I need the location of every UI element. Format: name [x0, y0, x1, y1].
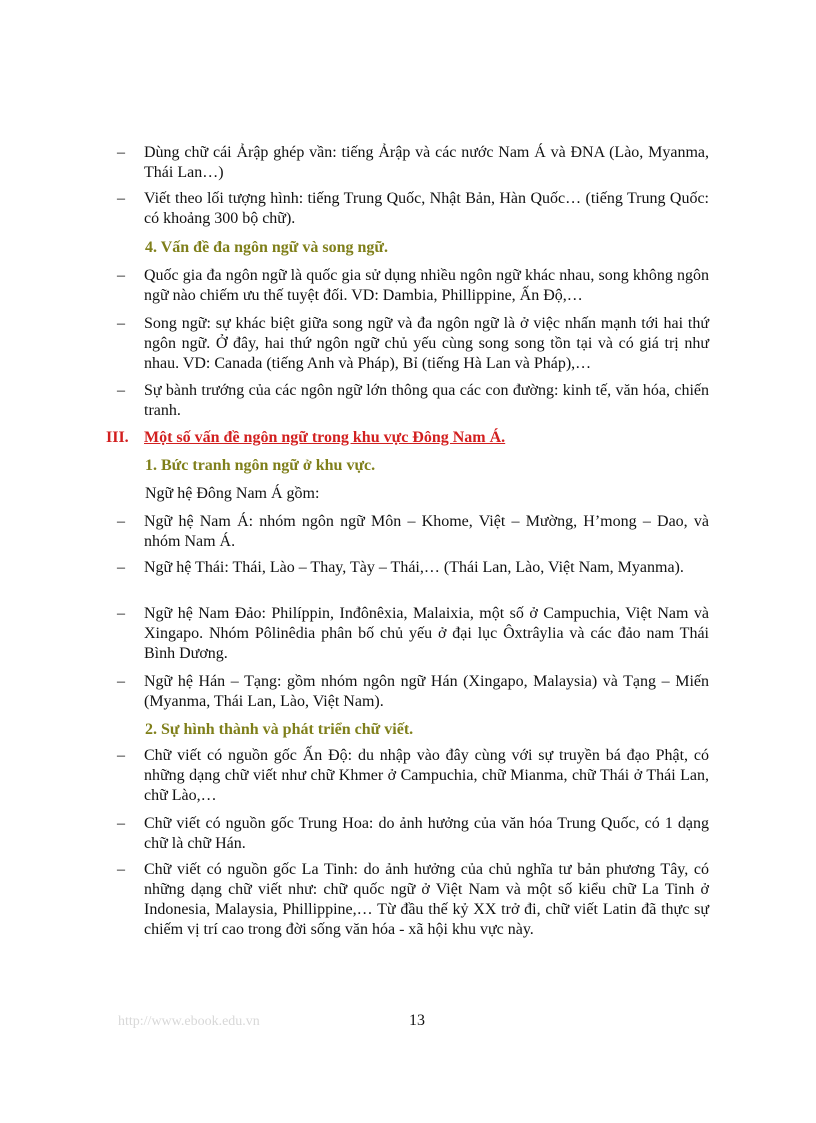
list-item-text: Quốc gia đa ngôn ngữ là quốc gia sử dụng nhiều ngôn ngữ khác nhau, song không ngôn ngữ nào chiếm ưu thế tuyệt đối. VD: Dambia, Phillippine, Ấn Độ,…	[144, 267, 709, 304]
list-item-text: Ngữ hệ Nam Á: nhóm ngôn ngữ Môn – Khome, Việt – Mường, H’mong – Dao, và nhóm Nam Á.	[144, 513, 709, 550]
list-item	[117, 266, 709, 306]
subheading-multilingualism: 4. Vấn đề đa ngôn ngữ và song ngữ.	[145, 239, 388, 256]
list-item	[117, 860, 709, 940]
bullet-dash: –	[117, 315, 125, 332]
bullet-dash: –	[117, 513, 125, 530]
bullet-dash: –	[117, 861, 125, 878]
bullet-dash: –	[117, 605, 125, 622]
list-item	[117, 314, 709, 374]
section-title: Một số vấn đề ngôn ngữ trong khu vực Đông Nam Á.	[144, 429, 506, 446]
list-item	[117, 558, 709, 578]
section-heading	[106, 428, 505, 448]
list-item-text: Ngữ hệ Nam Đảo: Philíppin, Inđônêxia, Malaixia, một số ở Campuchia, Việt Nam và Xingapo. Nhóm Pôlinêdia phân bố chủ yếu ở đại lục Ôxtrâylia và các đảo nam Thái Bình Dương.	[144, 605, 709, 662]
list-item-text: Chữ viết có nguồn gốc Trung Hoa: do ảnh hưởng của văn hóa Trung Quốc, có 1 dạng chữ là chữ Hán.	[144, 815, 709, 852]
list-item	[117, 672, 709, 712]
list-item	[117, 746, 709, 806]
intro-text: Ngữ hệ Đông Nam Á gồm:	[145, 485, 320, 502]
bullet-dash: –	[117, 673, 125, 690]
list-item-text: Dùng chữ cái Ảrập ghép vần: tiếng Ảrập và các nước Nam Á và ĐNA (Lào, Myanma, Thái Lan…)	[144, 144, 709, 181]
subheading-writing-systems: 2. Sự hình thành và phát triển chữ viết.	[145, 721, 414, 738]
list-item	[117, 512, 709, 552]
list-item-text: Ngữ hệ Hán – Tạng: gồm nhóm ngôn ngữ Hán (Xingapo, Malaysia) và Tạng – Miến (Myanma, Thái Lan, Lào, Việt Nam).	[144, 673, 709, 710]
list-item	[117, 604, 709, 664]
bullet-dash: –	[117, 747, 125, 764]
list-item	[117, 381, 709, 421]
bullet-dash: –	[117, 144, 125, 161]
list-item	[117, 143, 709, 183]
bullet-dash: –	[117, 815, 125, 832]
footer-url: http://www.ebook.edu.vn	[118, 1014, 260, 1029]
list-item-text: Chữ viết có nguồn gốc Ấn Độ: du nhập vào đây cùng với sự truyền bá đạo Phật, có những dạng chữ viết như chữ Khmer ở Campuchia, chữ Mianma, chữ Thái ở Thái Lan, chữ Lào,…	[144, 747, 709, 804]
list-item	[117, 189, 709, 229]
list-item	[117, 814, 709, 854]
page-number: 13	[409, 1012, 425, 1029]
bullet-dash: –	[117, 382, 125, 399]
bullet-dash: –	[117, 190, 125, 207]
section-number: III.	[106, 429, 129, 446]
list-item-text: Viết theo lối tượng hình: tiếng Trung Quốc, Nhật Bản, Hàn Quốc… (tiếng Trung Quốc: có khoảng 300 bộ chữ).	[144, 190, 709, 227]
list-item-text: Ngữ hệ Thái: Thái, Lào – Thay, Tày – Thái,… (Thái Lan, Lào, Việt Nam, Myanma).	[144, 559, 684, 576]
list-item-text: Sự bành trướng của các ngôn ngữ lớn thông qua các con đường: kinh tế, văn hóa, chiến tranh.	[144, 382, 709, 419]
bullet-dash: –	[117, 267, 125, 284]
bullet-dash: –	[117, 559, 125, 576]
list-item-text: Chữ viết có nguồn gốc La Tinh: do ảnh hưởng của chủ nghĩa tư bản phương Tây, có những dạng chữ viết như: chữ quốc ngữ ở Việt Nam và một số kiểu chữ La Tinh ở Indonesia, Malaysia, Phillippine,… Từ đầu thế kỷ XX trở đi, chữ viết Latin đã thực sự chiếm vị trí cao trong đời sống văn hóa - xã hội khu vực này.	[144, 861, 709, 938]
subheading-language-picture: 1. Bức tranh ngôn ngữ ở khu vực.	[145, 457, 376, 474]
list-item-text: Song ngữ: sự khác biệt giữa song ngữ và đa ngôn ngữ là ở việc nhấn mạnh tới hai thứ ngôn ngữ. Ở đây, hai thứ ngôn ngữ chủ yếu cùng song song tồn tại và có giá trị như nhau. VD: Canada (tiếng Anh và Pháp), Bỉ (tiếng Hà Lan và Pháp),…	[144, 315, 709, 372]
